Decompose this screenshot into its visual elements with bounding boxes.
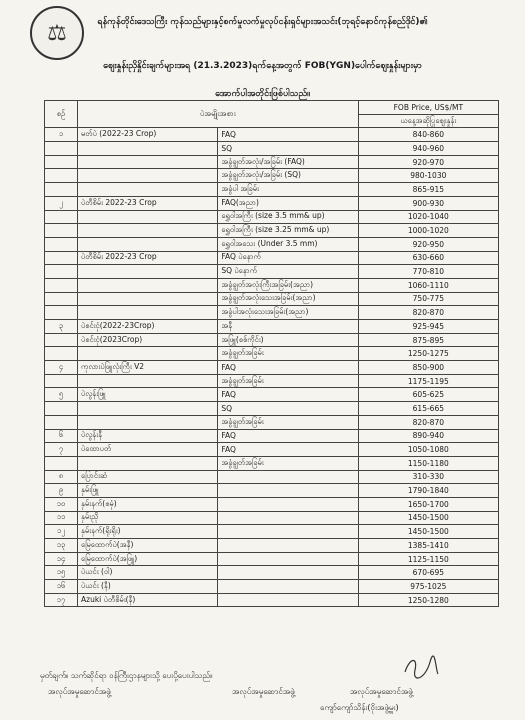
row-number: ၆ — [45, 429, 78, 443]
row-number — [45, 169, 78, 183]
row-number — [45, 333, 78, 347]
header-line-1: ရန်ကုန်တိုင်းဒေသကြီး ကုန်သည်များနှင့်စက်မှုလက်မှုလုပ်ငန်းရှင်များအသင်း(ဘုရင့်နောင်ကုန်စည်ဒိုင်)၏ — [97, 17, 428, 27]
col-header-no: စဉ် — [45, 101, 78, 128]
row-grade: အခွံချွတ်အလုံး/အခြမ်း (SQ) — [218, 169, 358, 183]
row-price: 920-950 — [358, 237, 498, 251]
table-row — [45, 251, 499, 265]
row-category — [78, 347, 218, 361]
row-grade — [218, 497, 358, 511]
row-grade — [218, 511, 358, 525]
row-grade: အခွံချွတ်အခြမ်း — [218, 456, 358, 470]
table-row — [45, 525, 499, 539]
row-category: နှမ်းဖြူ — [78, 484, 218, 498]
row-grade — [218, 539, 358, 553]
row-category: မတ်ပဲ (2022-23 Crop) — [78, 128, 218, 142]
row-grade — [218, 552, 358, 566]
row-grade: SQ — [218, 402, 358, 416]
row-grade: FAQ — [218, 388, 358, 402]
row-number — [45, 237, 78, 251]
row-number: ၁၅ — [45, 566, 78, 580]
row-price: 900-930 — [358, 196, 498, 210]
row-grade: အခွံချွတ်အခြမ်း — [218, 415, 358, 429]
col-header-price: FOB Price, US$/MT — [358, 101, 498, 115]
row-number — [45, 224, 78, 238]
table-row — [45, 278, 499, 292]
table-row — [45, 415, 499, 429]
row-grade: အခွံပါအလုံးသေးအခြမ်း(အညာ) — [218, 306, 358, 320]
row-number: ၂ — [45, 196, 78, 210]
row-category — [78, 292, 218, 306]
row-number: ၁၂ — [45, 525, 78, 539]
row-number — [45, 210, 78, 224]
row-category — [78, 415, 218, 429]
row-grade: အခွံချွတ်အလုံး/အခြမ်း (FAQ) — [218, 155, 358, 169]
table-row — [45, 128, 499, 142]
row-category — [78, 306, 218, 320]
row-price: 1125-1150 — [358, 552, 498, 566]
row-price: 820-870 — [358, 306, 498, 320]
row-price: 1000-1020 — [358, 224, 498, 238]
row-category: Azuki ပဲတီစိမ်း(နီ) — [78, 593, 218, 607]
row-grade: အဖြူ(စစ်ကိုင်း) — [218, 333, 358, 347]
row-number — [45, 265, 78, 279]
row-price: 1385-1410 — [358, 539, 498, 553]
footer-sign-2: အလုပ်အမှုဆောင်အဖွဲ့ — [232, 687, 295, 696]
row-grade — [218, 566, 358, 580]
row-number: ၁၀ — [45, 497, 78, 511]
header-line-2: စျေးနှုန်းညှိနှိုင်းချက်များအရ (21.3.2023)ရက်နေ့အတွက် FOB(YGN)ပေါက်ဈေးနှုန်းများမှာ — [103, 61, 422, 71]
table-row — [45, 142, 499, 156]
table-row — [45, 429, 499, 443]
row-grade: FAQ — [218, 128, 358, 142]
row-grade: ရွှေဝါအသေး (Under 3.5 mm) — [218, 237, 358, 251]
row-grade: အခွံချွတ်အလုံးကြီးအခြမ်း(အညာ) — [218, 278, 358, 292]
table-row — [45, 196, 499, 210]
row-price: 1150-1180 — [358, 456, 498, 470]
row-number — [45, 251, 78, 265]
row-price: 605-625 — [358, 388, 498, 402]
footer-sign-1: အလုပ်အမှုဆောင်အဖွဲ့ — [48, 687, 111, 696]
row-grade — [218, 484, 358, 498]
table-row — [45, 402, 499, 416]
row-grade: FAQ — [218, 429, 358, 443]
row-price: 820-870 — [358, 415, 498, 429]
row-category — [78, 183, 218, 197]
row-price: 1250-1280 — [358, 593, 498, 607]
footer-note: မှတ်ချက်။ သက်ဆိုင်ရာ ဝန်ကြီးဌာနများသို့ ပေးပို့ပေးပါသည်။ — [40, 671, 213, 680]
row-category — [78, 224, 218, 238]
row-grade: FAQ ပဲနောက် — [218, 251, 358, 265]
header-line-3: အောက်ပါအတိုင်းဖြစ်ပါသည်။ — [215, 89, 310, 99]
row-category: နှမ်းနက်(ရိုးရိုး) — [78, 525, 218, 539]
row-grade: ရွှေဝါအကြီး (size 3.25 mm& up) — [218, 224, 358, 238]
row-price: 770-810 — [358, 265, 498, 279]
table-row — [45, 320, 499, 334]
row-grade: ရွှေဝါအကြီး (size 3.5 mm& up) — [218, 210, 358, 224]
table-row — [45, 552, 499, 566]
table-row — [45, 155, 499, 169]
row-price: 1250-1275 — [358, 347, 498, 361]
row-price: 920-970 — [358, 155, 498, 169]
row-number — [45, 292, 78, 306]
table-row — [45, 183, 499, 197]
row-category: မြေထောက်ပဲ(အဖြူ) — [78, 552, 218, 566]
table-row — [45, 593, 499, 607]
row-category: ပဲစင်းငုံ(2022-23Crop) — [78, 320, 218, 334]
row-price: 875-895 — [358, 333, 498, 347]
row-category: ပဲစင်းငုံ(2023Crop) — [78, 333, 218, 347]
row-category: နှမ်းနက်(စမုံ) — [78, 497, 218, 511]
footer-signer: ကျော်ကျော်သိန်း(ဝိုးအဖွဲ့မှူး) — [320, 703, 399, 712]
row-price: 865-915 — [358, 183, 498, 197]
row-grade — [218, 525, 358, 539]
row-number — [45, 306, 78, 320]
row-category: ပြောင်းဆံ — [78, 470, 218, 484]
row-grade — [218, 580, 358, 594]
row-number: ၁၃ — [45, 539, 78, 553]
row-category — [78, 155, 218, 169]
table-row — [45, 497, 499, 511]
row-number — [45, 278, 78, 292]
row-price: 1650-1700 — [358, 497, 498, 511]
row-number — [45, 374, 78, 388]
table-row — [45, 456, 499, 470]
row-number — [45, 347, 78, 361]
row-grade: SQ ပဲနောက် — [218, 265, 358, 279]
row-number — [45, 142, 78, 156]
table-row — [45, 443, 499, 457]
row-price: 890-940 — [358, 429, 498, 443]
row-number — [45, 456, 78, 470]
row-price: 615-665 — [358, 402, 498, 416]
row-price: 310-330 — [358, 470, 498, 484]
row-price: 980-1030 — [358, 169, 498, 183]
row-number: ၁၆ — [45, 580, 78, 594]
row-category: ပဲယင်း (ဝါ) — [78, 566, 218, 580]
row-price: 630-660 — [358, 251, 498, 265]
row-price: 975-1025 — [358, 580, 498, 594]
table-row — [45, 224, 499, 238]
row-category: ပဲထောပတ် — [78, 443, 218, 457]
row-number — [45, 402, 78, 416]
row-price: 1020-1040 — [358, 210, 498, 224]
table-row — [45, 361, 499, 375]
row-grade: အခွံချွတ်အလုံးသေးအခြမ်း(အညာ) — [218, 292, 358, 306]
row-category — [78, 142, 218, 156]
row-number: ၃ — [45, 320, 78, 334]
row-category — [78, 265, 218, 279]
row-grade: FAQ(အညာ) — [218, 196, 358, 210]
row-category: ပဲတီစိမ်း 2022-23 Crop — [78, 196, 218, 210]
row-price: 1050-1080 — [358, 443, 498, 457]
row-price: 670-695 — [358, 566, 498, 580]
table-row — [45, 470, 499, 484]
table-body — [45, 128, 499, 607]
table-row — [45, 511, 499, 525]
row-category: ပဲလွန်းနီ — [78, 429, 218, 443]
row-category: မြေထောက်ပဲ(အနီ) — [78, 539, 218, 553]
col-header-item: ပဲအမျိုးအစား — [78, 101, 359, 128]
row-price: 1060-1110 — [358, 278, 498, 292]
row-number: ၉ — [45, 484, 78, 498]
table-row — [45, 292, 499, 306]
table-row — [45, 484, 499, 498]
table-row — [45, 374, 499, 388]
row-price: 1450-1500 — [358, 525, 498, 539]
row-number: ၇ — [45, 443, 78, 457]
table-row — [45, 237, 499, 251]
row-number: ၁၁ — [45, 511, 78, 525]
row-category: ပဲလွန်းဖြူ — [78, 388, 218, 402]
row-number: ၈ — [45, 470, 78, 484]
col-header-price-sub: ယနေ့အဆိုပြုဈေးနှုန်း — [358, 114, 498, 128]
row-grade: SQ — [218, 142, 358, 156]
table-row — [45, 539, 499, 553]
row-category: နှမ်းညို — [78, 511, 218, 525]
row-grade: FAQ — [218, 361, 358, 375]
table-row — [45, 580, 499, 594]
table-row — [45, 306, 499, 320]
table-row — [45, 566, 499, 580]
row-price: 925-945 — [358, 320, 498, 334]
footer-sign-3: အလုပ်အမှုဆောင်အဖွဲ့ — [350, 687, 413, 696]
row-price: 850-900 — [358, 361, 498, 375]
table-row — [45, 388, 499, 402]
table-row — [45, 347, 499, 361]
row-category — [78, 169, 218, 183]
row-grade: အခွံချွတ်အခြမ်း — [218, 374, 358, 388]
row-grade: အနီ — [218, 320, 358, 334]
signature-icon — [400, 652, 440, 682]
row-number — [45, 415, 78, 429]
table-row — [45, 169, 499, 183]
row-price: 1450-1500 — [358, 511, 498, 525]
row-category — [78, 456, 218, 470]
row-price: 750-775 — [358, 292, 498, 306]
table-row — [45, 265, 499, 279]
price-table — [44, 100, 499, 607]
row-grade — [218, 593, 358, 607]
row-category: ပဲယင်း (နီ) — [78, 580, 218, 594]
row-number: ၄ — [45, 361, 78, 375]
row-grade — [218, 470, 358, 484]
row-price: 1790-1840 — [358, 484, 498, 498]
scales-emblem-icon: ⚖ — [30, 6, 84, 60]
row-category: ပဲတီစိမ်း 2022-23 Crop — [78, 251, 218, 265]
row-number: ၁၇ — [45, 593, 78, 607]
row-price: 1175-1195 — [358, 374, 498, 388]
row-grade: အခွံချွတ်အခြမ်း — [218, 347, 358, 361]
row-category — [78, 374, 218, 388]
row-grade: အခွံပါ အခြမ်း — [218, 183, 358, 197]
row-category — [78, 278, 218, 292]
row-category — [78, 402, 218, 416]
row-number — [45, 155, 78, 169]
table-row — [45, 333, 499, 347]
row-category — [78, 210, 218, 224]
row-category — [78, 237, 218, 251]
row-number: ၅ — [45, 388, 78, 402]
row-category: ကုလားပဲဖြူလုံးကြီး V2 — [78, 361, 218, 375]
row-grade: FAQ — [218, 443, 358, 457]
row-number: ၁၄ — [45, 552, 78, 566]
table-row — [45, 210, 499, 224]
row-price: 940-960 — [358, 142, 498, 156]
row-number: ၁ — [45, 128, 78, 142]
row-price: 840-860 — [358, 128, 498, 142]
row-number — [45, 183, 78, 197]
